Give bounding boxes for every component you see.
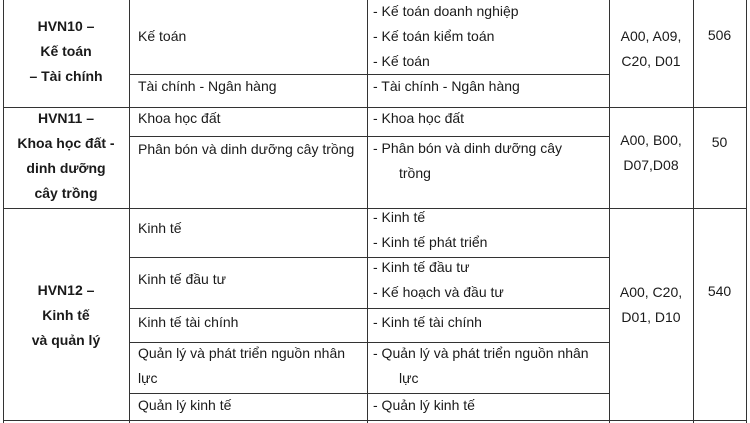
quota-value: 540 (707, 283, 732, 299)
group-name-line: cây trồng (34, 185, 98, 201)
group-name-hvn11 (3, 106, 129, 206)
group-name-line: Kế toán (40, 43, 92, 59)
major-cell: Kinh tế tài chính (138, 314, 239, 330)
specialty-cell: - Kế toán doanh nghiệp - Kế toán kiểm toán - Kế toán (373, 3, 519, 69)
major-cell: Quản lý và phát triển nguồn nhân lực (138, 345, 346, 386)
quota-value: 506 (707, 27, 732, 43)
specialty-cell: - Quản lý và phát triển nguồn nhân lực (373, 345, 589, 386)
group-name-line: – Tài chính (29, 68, 103, 84)
group-name-line: dinh dưỡng (26, 160, 106, 176)
specialty-cell: - Kinh tế - Kinh tế phát triển (373, 209, 488, 250)
specialty-cell: - Khoa học đất (373, 110, 465, 126)
specialty-cell: - Tài chính - Ngân hàng (373, 78, 520, 94)
group-name-hvn12 (3, 278, 129, 353)
major-cell: Kinh tế (138, 220, 182, 236)
quota-value: 50 (711, 134, 728, 150)
major-cell: Kế toán (138, 28, 187, 44)
subject-combinations: A00, C20, D01, D10 (619, 284, 683, 325)
group-code: HVN11 – (37, 110, 95, 126)
specialty-cell: - Phân bón và dinh dưỡng cây trồng (373, 140, 563, 181)
group-name-line: và quản lý (31, 332, 101, 348)
group-name-line: Kinh tế (42, 307, 90, 323)
major-cell: Khoa học đất (138, 110, 221, 126)
major-cell: Tài chính - Ngân hàng (138, 78, 277, 94)
specialty-cell: - Kinh tế đầu tư - Kế hoạch và đầu tư (373, 259, 504, 300)
major-cell: Quản lý kinh tế (138, 397, 232, 413)
group-code: HVN12 – (37, 282, 95, 298)
group-code: HVN10 – (37, 18, 95, 34)
subject-combinations: A00, A09, C20, D01 (620, 28, 682, 69)
major-cell: Phân bón và dinh dưỡng cây trồng (138, 141, 355, 157)
group-name-line: Khoa học đất - (17, 135, 115, 151)
specialty-cell: - Kinh tế tài chính (373, 314, 482, 330)
group-name-hvn10 (3, 14, 129, 89)
specialty-cell: - Quản lý kinh tế (373, 397, 475, 413)
major-cell: Kinh tế đầu tư (138, 271, 226, 287)
subject-combinations: A00, B00, D07,D08 (620, 132, 682, 173)
